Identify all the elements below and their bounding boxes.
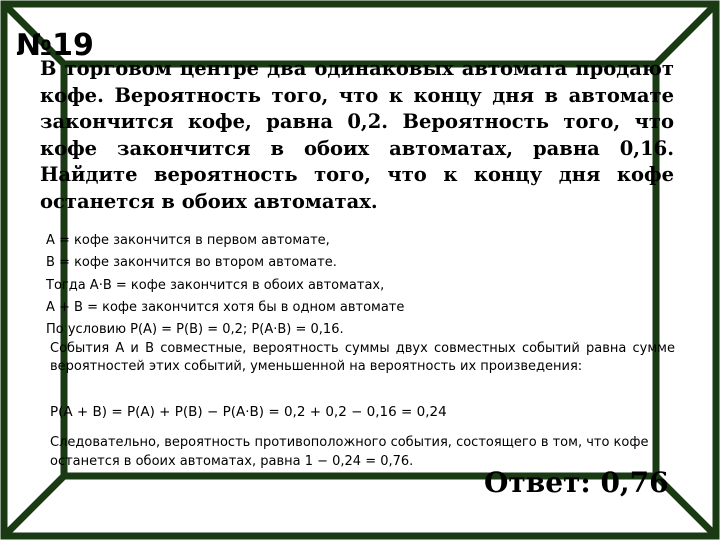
notation-line: По условию P(A) = P(B) = 0,2; P(A·B) = 0,16. [46,322,344,338]
notation-line: A = кофе закончится в первом автомате, [46,233,330,248]
notation-block [46,230,466,341]
problem-number: №19 [16,28,94,63]
answer-label: Ответ: 0,76 [484,466,669,499]
problem-statement: В торговом центре два одинаковых автомата продают кофе. Вероятность того, что к концу дня в автомате закончится кофе, равна 0,2. Вероятность того, что кофе закончится в обоих автоматах, равна 0,16. Найдите вероятность того, что к концу дня кофе останется в обоих автоматах. [40,57,674,213]
probability-formula: P(A + B) = P(A) + P(B) − P(A·B) = 0,2 + 0,2 − 0,16 = 0,24 [50,404,447,420]
notation-line: B = кофе закончится во втором автомате. [46,255,337,271]
explanation-text: События A и B совместные, вероятность суммы двух совместных событий равна сумме вероятностей этих событий, уменьшенной на вероятность их произведения: [50,341,675,374]
notation-line: A + B = кофе закончится хотя бы в одном автомате [46,299,405,315]
notation-line: Тогда A·B = кофе закончится в обоих автоматах, [46,277,385,293]
conclusion-text: Следовательно, вероятность противоположного события, состоящего в том, что кофе останется в обоих автоматах, равна 1 − 0,24 = 0,76. [50,435,649,469]
